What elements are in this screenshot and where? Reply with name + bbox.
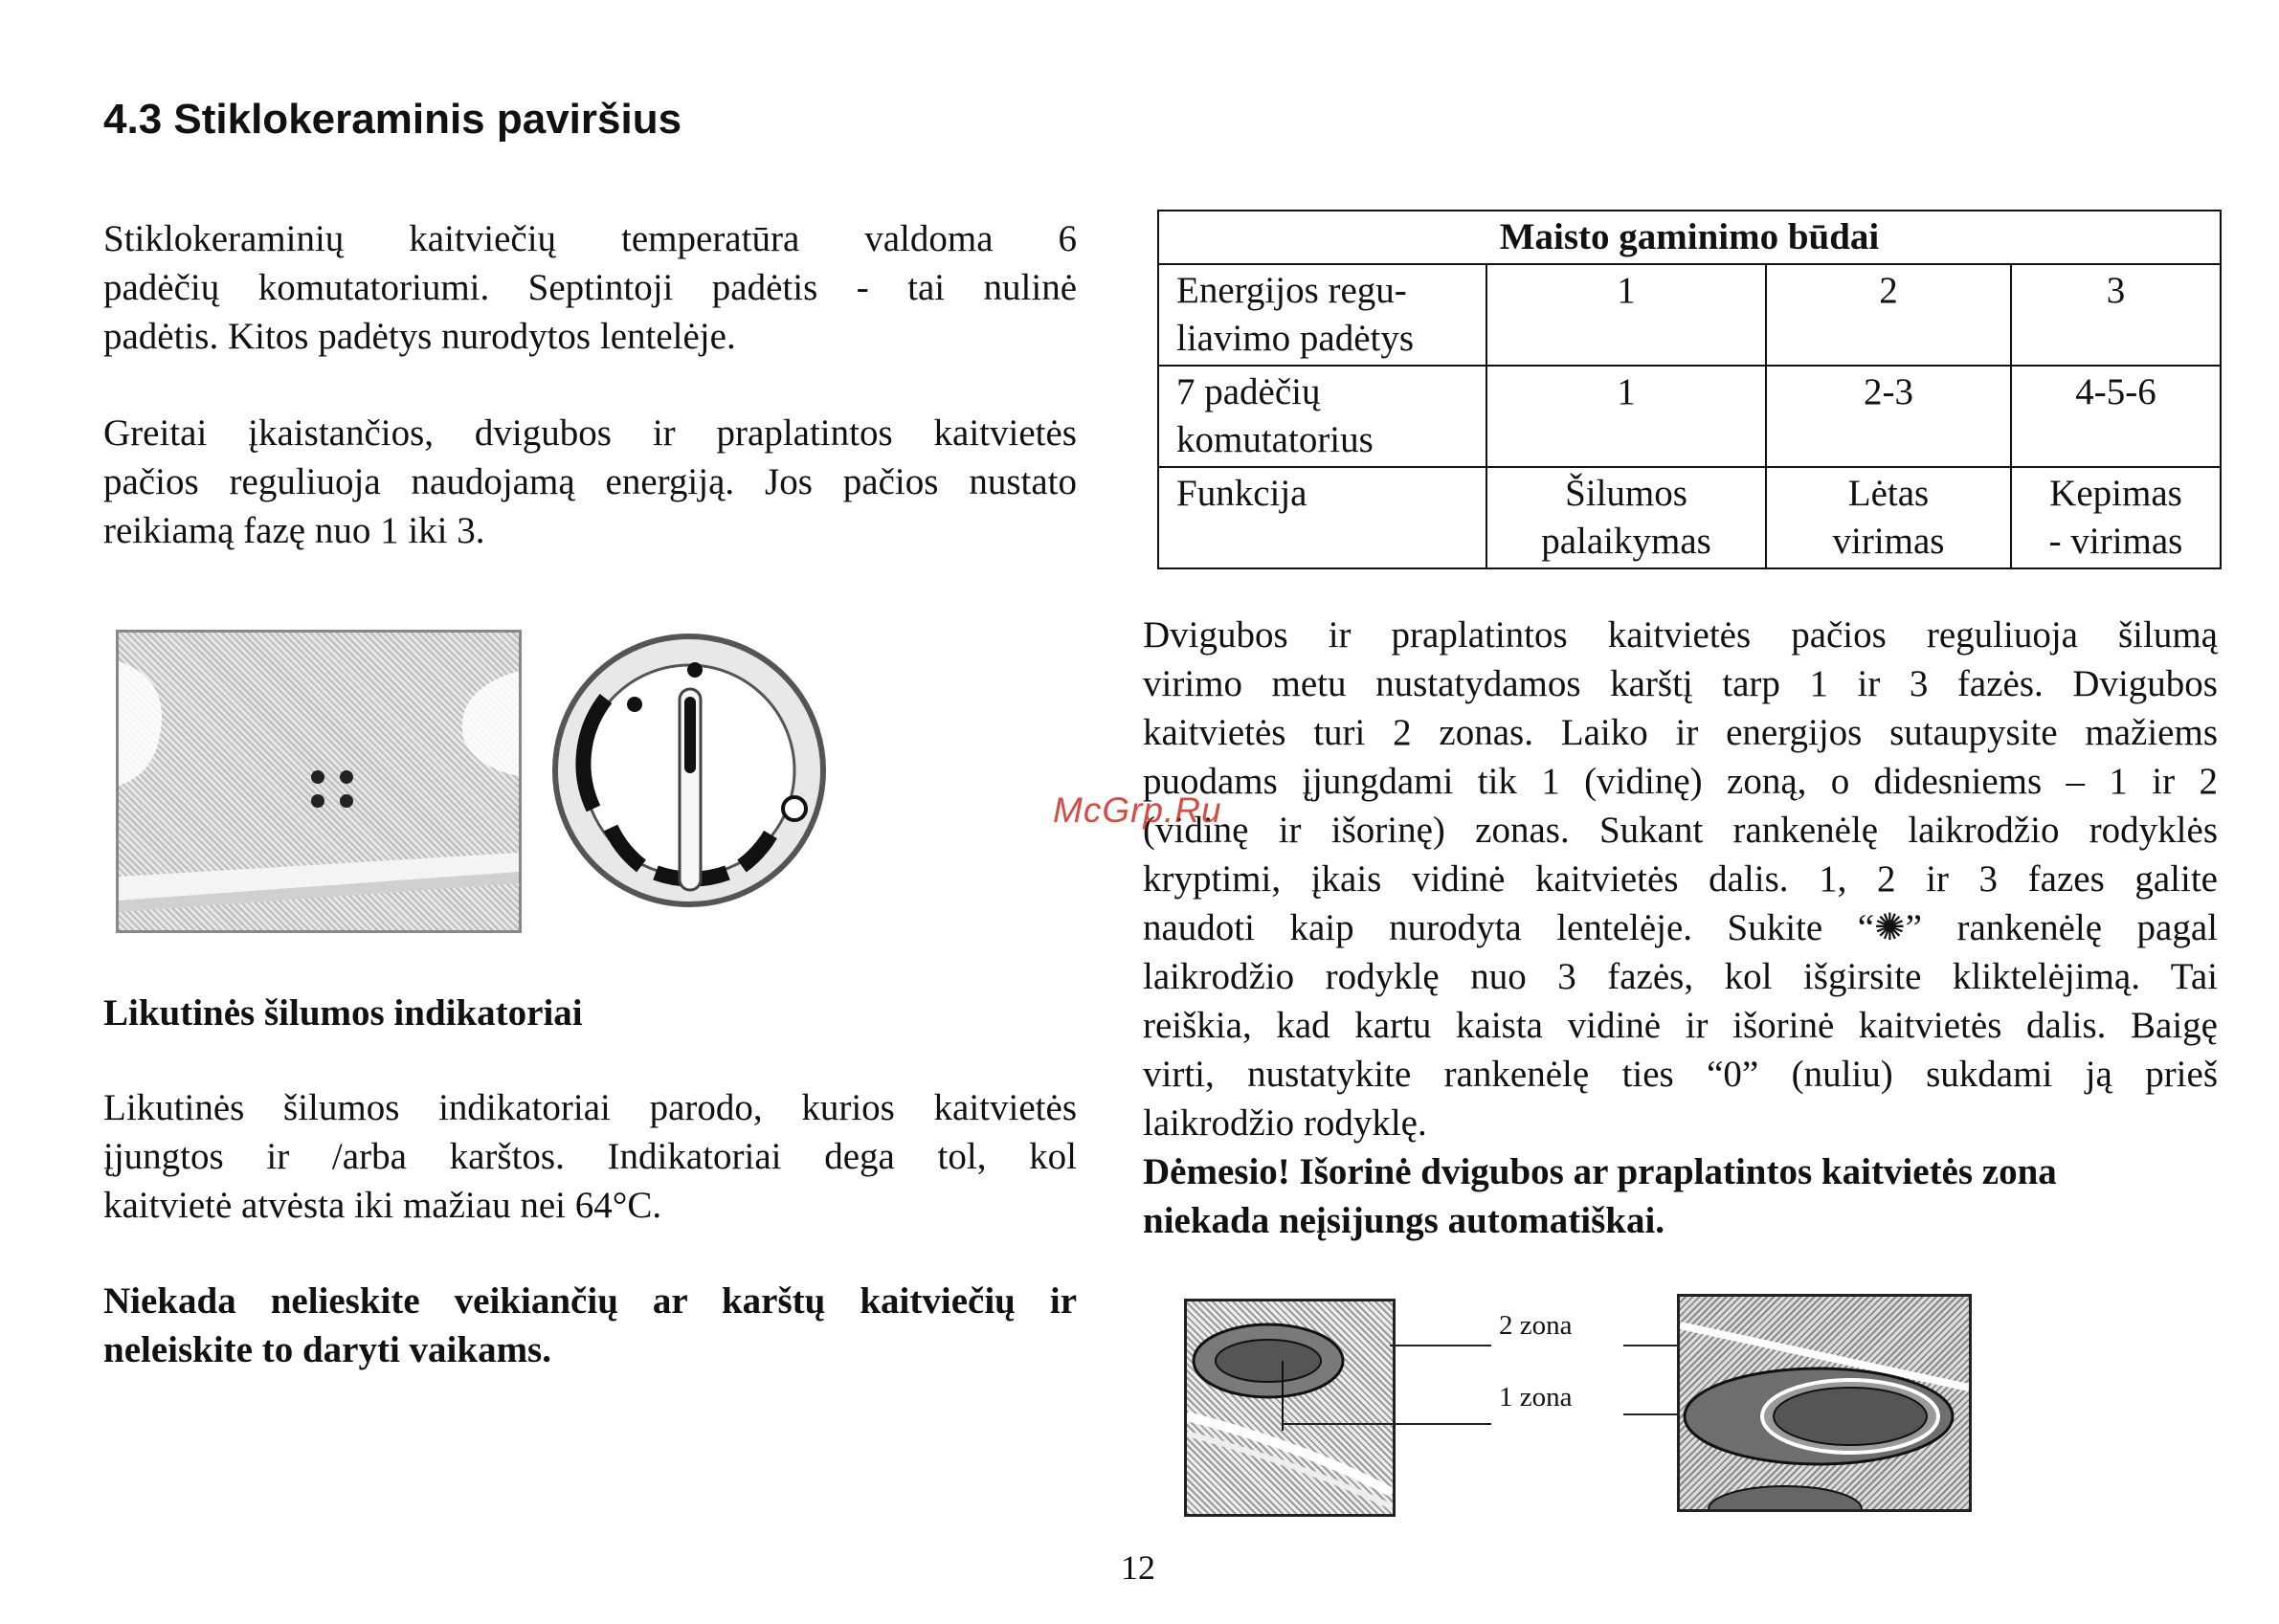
watermark: McGrp.Ru <box>1053 790 1222 830</box>
residual-heat-heading: Likutinės šilumos indikatoriai <box>103 992 583 1034</box>
table-row <box>1158 366 2221 467</box>
text-line: Niekada nelieskite veikiančių ar karštų kaitviečių ir <box>103 1280 1077 1322</box>
table-row <box>1158 467 2221 568</box>
table-cell: 1 <box>1486 366 1766 467</box>
text-line: Dvigubos ir praplatintos kaitvietės pačios reguliuoja šilumą <box>1143 614 2218 656</box>
text-line: naudoti kaip nurodyta lentelėje. Sukite “✺” rankenėlę pagal <box>1143 907 2218 948</box>
table-cell: 3 <box>2011 264 2221 366</box>
text-line: virti, nustatykite rankenėlę ties “0” (nuliu) sukdami ją prieš <box>1143 1054 2218 1095</box>
label-line: 7 padėčių <box>1176 371 1321 412</box>
text-line: Stiklokeraminių kaitviečių temperatūra valdoma 6 <box>103 218 1077 259</box>
cooktop-surface-illustration <box>116 630 522 933</box>
text-line: padėtis. Kitos padėtys nurodytos lentelėje. <box>103 316 736 357</box>
label-line: liavimo padėtys <box>1176 318 1415 359</box>
table-cell <box>1766 467 2011 568</box>
safety-warning <box>103 1277 1077 1374</box>
label-line: komutatorius <box>1176 419 1374 460</box>
row-label <box>1158 264 1486 366</box>
table-cell: 1 <box>1486 264 1766 366</box>
row-label: Funkcija <box>1158 467 1486 568</box>
text-line: laikrodžio rodyklę. <box>1143 1102 1427 1144</box>
table-cell: 4-5-6 <box>2011 366 2221 467</box>
text-line: reiškia, kad kartu kaista vidinė ir išorinė kaitvietės dalis. Baigę <box>1143 1005 2218 1046</box>
text-line: laikrodžio rodyklę nuo 3 fazės, kol išgirsite kliktelėjimą. Tai <box>1143 956 2218 997</box>
control-knob-illustration <box>536 612 842 928</box>
attention-line: niekada neįsijungs automatiškai. <box>1143 1200 1665 1241</box>
label-line: Energijos regu- <box>1176 270 1407 311</box>
table-header-row <box>1158 211 2221 264</box>
table-cell: 2 <box>1766 264 2011 366</box>
dual-zone-paragraph <box>1143 611 2218 1245</box>
text-line: (vidinę ir išorinę) zonas. Sukant rankenėlę laikrodžio rodyklės <box>1143 810 2218 851</box>
energy-paragraph <box>103 409 1077 555</box>
text-line: kaitvietė atvėsta iki mažiau nei 64°C. <box>103 1185 662 1226</box>
text-line: kaitvietės turi 2 zonas. Laiko ir energijos sutaupysite mažiems <box>1143 712 2218 753</box>
table-title: Maisto gaminimo būdai <box>1158 211 2221 264</box>
intro-paragraph <box>103 214 1077 361</box>
attention-line: Dėmesio! Išorinė dvigubos ar praplatintos kaitvietės zona <box>1143 1151 2057 1192</box>
text-line: padėčių komutatoriumi. Septintoji padėtis - tai nulinė <box>103 267 1077 308</box>
text-line: kryptimi, įkais vidinė kaitvietės dalis. 1, 2 ir 3 fazes galite <box>1143 858 2218 900</box>
cell-line: Kepimas <box>2049 473 2182 514</box>
cell-line: Šilumos <box>1565 473 1687 514</box>
residual-heat-paragraph <box>103 1083 1077 1230</box>
table-cell <box>2011 467 2221 568</box>
cell-line: palaikymas <box>1541 521 1711 562</box>
single-ring-zone-diagram <box>1184 1299 1396 1517</box>
leader-line <box>1390 1345 1491 1346</box>
dual-ring-zone-diagram <box>1677 1294 1972 1512</box>
table-row <box>1158 264 2221 366</box>
text-line: pačios reguliuoja naudojamą energiją. Jos pačios nustato <box>103 461 1077 502</box>
cooking-modes-table <box>1157 210 2222 569</box>
text-line: įjungtos ir /arba karštos. Indikatoriai dega tol, kol <box>103 1136 1077 1177</box>
page-number: 12 <box>1121 1548 1155 1587</box>
text-line: Likutinės šilumos indikatoriai parodo, kurios kaitvietės <box>103 1087 1077 1128</box>
text-line: puodams įjungdami tik 1 (vidinę) zoną, o didesniems – 1 ir 2 <box>1143 761 2218 802</box>
text-line: reikiamą fazę nuo 1 iki 3. <box>103 510 485 551</box>
leader-line <box>1283 1423 1491 1425</box>
text-line: Greitai įkaistančios, dvigubos ir praplatintos kaitvietės <box>103 412 1077 454</box>
page-title: 4.3 Stiklokeraminis paviršius <box>103 96 682 143</box>
row-label <box>1158 366 1486 467</box>
zone-1-label: 1 zona <box>1499 1382 1573 1413</box>
cell-line: virimas <box>1832 521 1945 562</box>
table-cell <box>1486 467 1766 568</box>
cell-line: - virimas <box>2048 521 2183 562</box>
cell-line: Lėtas <box>1847 473 1930 514</box>
text-line: virimo metu nustatydamos karštį tarp 1 ir 3 fazės. Dvigubos <box>1143 663 2218 704</box>
text-line: neleiskite to daryti vaikams. <box>103 1329 551 1370</box>
zone-2-label: 2 zona <box>1499 1310 1573 1341</box>
table-cell: 2-3 <box>1766 366 2011 467</box>
